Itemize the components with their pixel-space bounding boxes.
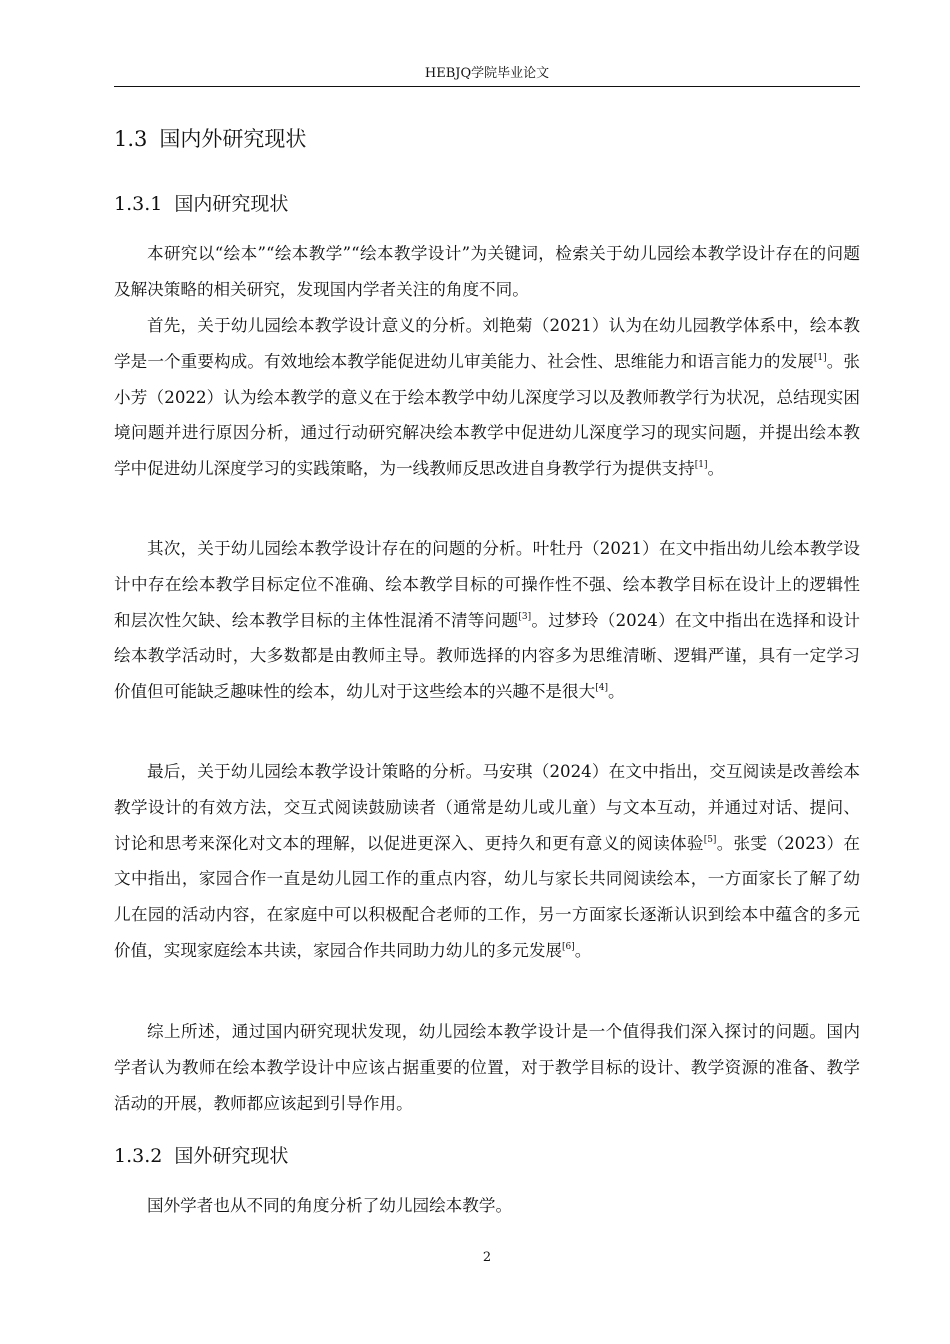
paragraph-text: 。过梦玲（2024）在文中指出在选择和设计绘本教学活动时，大多数都是由教师主导。教师选择的内容多为思维清晰、逻辑严谨，具有一定学习价值但可能缺乏趣味性的绘本，幼儿对于这些绘本的兴趣不是很大 (114, 610, 861, 702)
paragraph-text: 。张小芳（2022）认为绘本教学的意义在于绘本教学中幼儿深度学习以及教师教学行为状况，总结现实困境问题并进行原因分析，通过行动研究解决绘本教学中促进幼儿深度学习的现实问题，并提出绘本教学中促进幼儿深度学习的实践策略，为一线教师反思改进自身教学行为提供支持 (114, 351, 861, 479)
subsection-title: 国内研究现状 (174, 193, 289, 215)
page-number: 2 (482, 1250, 492, 1265)
paragraph-problems (114, 531, 860, 710)
paragraph-strategies (114, 754, 860, 969)
citation-ref: [1] (694, 460, 708, 471)
citation-ref: [1] (813, 352, 827, 363)
citation-ref: [6] (562, 941, 575, 952)
section-title: 国内外研究现状 (159, 127, 307, 151)
paragraph-text: 其次，关于幼儿园绘本教学设计存在的问题的分析。叶牡丹（2021）在文中指出幼儿绘本教学设计中存在绘本教学目标定位不准确、绘本教学目标的可操作性不强、绘本教学目标在设计上的逻辑性和层次性欠缺、绘本教学目标的主体性混淆不清等问题 (114, 539, 860, 630)
paragraph-text: 首先，关于幼儿园绘本教学设计意义的分析。刘艳菊（2021）认为在幼儿园教学体系中，绘本教学是一个重要构成。有效地绘本教学能促进幼儿审美能力、社会性、思维能力和语言能力的发展 (114, 316, 860, 371)
paragraph-text: 最后，关于幼儿园绘本教学设计策略的分析。马安琪（2024）在文中指出，交互阅读是改善绘本教学设计的有效方法，交互式阅读鼓励读者（通常是幼儿或儿童）与文本互动，并通过对话、提问、讨论和思考来深化对文本的理解，以促进更深入、更持久和更有意义的阅读体验 (114, 762, 860, 853)
paragraph-text: 。 (574, 940, 592, 960)
citation-ref: [5] (703, 834, 717, 845)
subsection-heading-domestic (114, 190, 288, 218)
subsection-heading-foreign (114, 1142, 288, 1170)
paragraph-foreign-intro: 国外学者也从不同的角度分析了幼儿园绘本教学。 (147, 1196, 513, 1215)
paragraph-text: 。张雯（2023）在文中指出，家园合作一直是幼儿园工作的重点内容，幼儿与家长共同阅读绘本，一方面家长了解了幼儿在园的活动内容，在家庭中可以积极配合老师的工作，另一方面家长逐渐认识到绘本中蕴含的多元价值，实现家庭绘本共读，家园合作共同助力幼儿的多元发展 (114, 833, 861, 960)
paragraph-intro: 本研究以“绘本”“绘本教学”“绘本教学设计”为关键词，检索关于幼儿园绘本教学设计存在的问题及解决策略的相关研究，发现国内学者关注的角度不同。 (114, 244, 860, 299)
citation-ref: [4] (595, 683, 608, 694)
section-number: 1.3 (114, 127, 148, 151)
header-rule (114, 86, 860, 87)
running-header: HEBJQ学院毕业论文 (424, 66, 550, 81)
section-heading (114, 124, 306, 154)
subsection-title: 国外研究现状 (174, 1145, 289, 1167)
paragraph-summary: 综上所述，通过国内研究现状发现，幼儿园绘本教学设计是一个值得我们深入探讨的问题。国内学者认为教师在绘本教学设计中应该占据重要的位置，对于教学目标的设计、教学资源的准备、教学活动的开展，教师都应该起到引导作用。 (114, 1022, 860, 1113)
subsection-number: 1.3.1 (114, 193, 163, 215)
paragraph-text: 。 (607, 682, 625, 702)
paragraph-significance (114, 308, 860, 487)
citation-ref: [3] (518, 611, 532, 622)
subsection-number: 1.3.2 (114, 1145, 163, 1167)
paragraph-text: 。 (707, 459, 725, 479)
